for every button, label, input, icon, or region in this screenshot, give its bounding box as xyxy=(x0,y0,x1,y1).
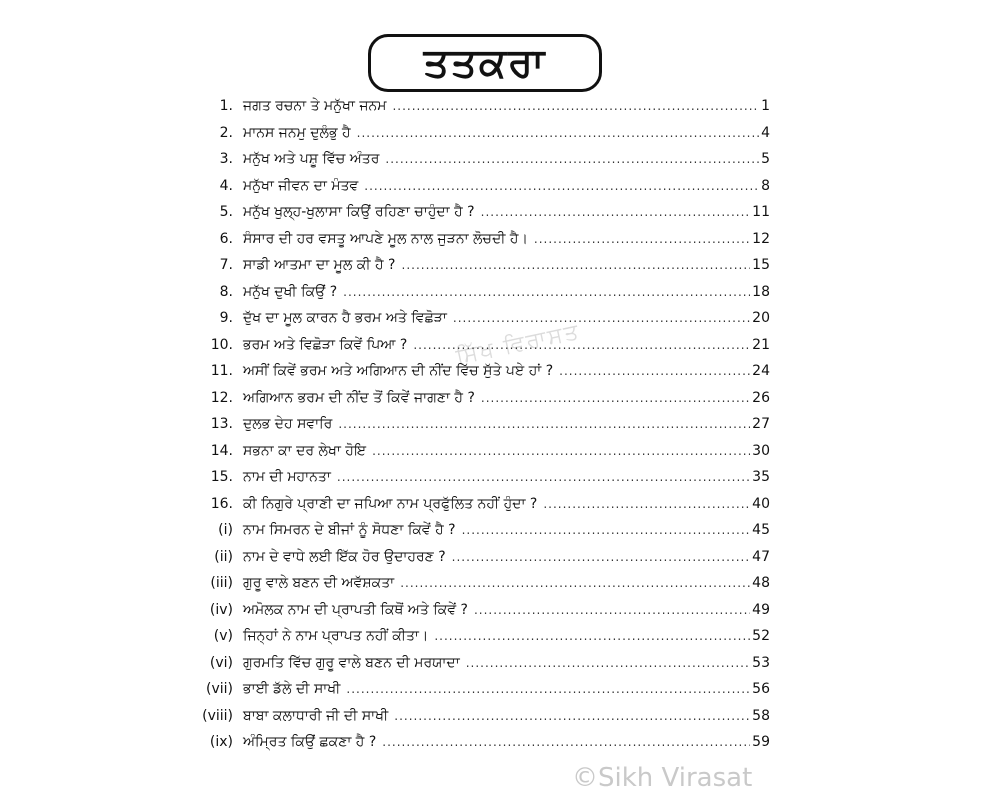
dot-leader xyxy=(434,629,750,643)
toc-entry-page-number: 1 xyxy=(761,98,770,114)
toc-entry-page-number: 45 xyxy=(752,522,770,538)
dot-leader xyxy=(372,444,750,458)
toc-entry-title: ਭਾਈ ਡੱਲੇ ਦੀ ਸਾਖੀ xyxy=(243,681,341,697)
toc-entry xyxy=(190,98,770,125)
toc-entry-page-number: 35 xyxy=(752,469,770,485)
toc-entry-title: ਮਨੁੱਖ ਅਤੇ ਪਸ਼ੂ ਵਿੱਚ ਅੰਤਰ xyxy=(243,151,380,167)
toc-entry-number: (viii) xyxy=(202,707,233,724)
table-of-contents xyxy=(190,98,770,761)
dot-leader xyxy=(337,470,750,484)
toc-entry xyxy=(190,681,770,708)
toc-entry-number: 16. xyxy=(210,495,233,512)
toc-entry-number: 11. xyxy=(210,363,233,379)
toc-entry-title: ਅਗਿਆਨ ਭਰਮ ਦੀ ਨੀਂਦ ਤੋਂ ਕਿਵੇਂ ਜਾਗਣਾ ਹੈ ? xyxy=(243,389,475,406)
toc-entry-number: 12. xyxy=(210,389,233,406)
watermark-faint: ਸਿੱਖ ਵਿਰਾਸਤ xyxy=(453,319,583,370)
toc-entry-page-number: 4 xyxy=(761,124,770,141)
toc-entry-number: 8. xyxy=(219,283,233,300)
toc-entry xyxy=(190,628,770,655)
toc-entry-title: ਸਾਡੀ ਆਤਮਾ ਦਾ ਮੂਲ ਕੀ ਹੈ ? xyxy=(243,257,396,273)
toc-entry-number: (i) xyxy=(218,522,233,538)
toc-entry-title: ਸਭਨਾ ਕਾ ਦਰ ਲੇਖਾ ਹੋਇ xyxy=(243,442,367,459)
toc-entry-title: ਨਾਮ ਦੇ ਵਾਧੇ ਲਈ ਇੱਕ ਹੋਰ ਉਦਾਹਰਣ ? xyxy=(243,548,446,565)
toc-entry xyxy=(190,125,770,152)
toc-entry-page-number: 30 xyxy=(752,442,770,459)
toc-entry-title: ਅਮੋਲਕ ਨਾਮ ਦੀ ਪ੍ਰਾਪਤੀ ਕਿਥੋਂ ਅਤੇ ਕਿਵੇਂ ? xyxy=(243,601,468,618)
page-title: ਤਤਕਰਾ xyxy=(423,40,547,86)
toc-entry-page-number: 47 xyxy=(752,548,770,565)
toc-entry xyxy=(190,734,770,761)
toc-entry-page-number: 59 xyxy=(752,734,770,750)
dot-leader xyxy=(338,417,750,431)
dot-leader xyxy=(364,179,759,193)
toc-entry-title: ਜਗਤ ਰਚਨਾ ਤੇ ਮਨੁੱਖਾ ਜਨਮ xyxy=(243,98,387,114)
toc-entry xyxy=(190,310,770,337)
toc-entry-number: (iii) xyxy=(210,575,233,591)
dot-leader xyxy=(453,311,750,325)
toc-entry-number: (v) xyxy=(213,628,233,644)
toc-entry-page-number: 11 xyxy=(752,204,770,220)
toc-entry-title: ਬਾਬਾ ਕਲਾਧਾਰੀ ਜੀ ਦੀ ਸਾਖੀ xyxy=(243,707,389,724)
toc-entry xyxy=(190,416,770,443)
toc-entry-page-number: 48 xyxy=(752,575,770,591)
dot-leader xyxy=(400,576,750,590)
toc-entry-number: 5. xyxy=(219,204,233,220)
toc-entry-title: ਮਨੁੱਖ ਦੁਖੀ ਕਿਉਂ ? xyxy=(243,283,338,300)
toc-entry xyxy=(190,708,770,735)
dot-leader xyxy=(466,656,750,670)
title-box xyxy=(368,34,602,92)
toc-entry-title: ਮਾਨਸ ਜਨਮੁ ਦੁਲੰਭੁ ਹੈ xyxy=(243,124,351,141)
toc-entry-title: ਜਿਨ੍ਹਾਂ ਨੇ ਨਾਮ ਪ੍ਰਾਪਤ ਨਹੀਂ ਕੀਤਾ। xyxy=(243,628,429,644)
toc-entry-page-number: 56 xyxy=(752,681,770,697)
toc-entry-title: ਮਨੁੱਖ ਖੁਲ੍ਹ-ਖੁਲਾਸਾ ਕਿਉਂ ਰਹਿਣਾ ਚਾਹੁੰਦਾ ਹੈ ? xyxy=(243,204,475,220)
dot-leader xyxy=(481,391,750,405)
toc-entry xyxy=(190,257,770,284)
toc-entry xyxy=(190,522,770,549)
toc-entry xyxy=(190,496,770,523)
toc-entry xyxy=(190,469,770,496)
toc-entry-number: 4. xyxy=(219,177,233,194)
toc-entry-number: 9. xyxy=(219,310,233,326)
toc-entry-number: 7. xyxy=(219,257,233,273)
dot-leader xyxy=(462,523,751,537)
toc-entry-title: ਭਰਮ ਅਤੇ ਵਿਛੋੜਾ ਕਿਵੇਂ ਪਿਆ ? xyxy=(243,336,408,353)
toc-entry-title: ਨਾਮ ਦੀ ਮਹਾਨਤਾ xyxy=(243,469,331,485)
toc-entry-page-number: 8 xyxy=(761,177,770,194)
dot-leader xyxy=(402,258,751,272)
dot-leader xyxy=(559,364,750,378)
toc-entry-title: ਦੁਲਭ ਦੇਹ ਸਵਾਰਿ xyxy=(243,416,333,432)
toc-entry xyxy=(190,549,770,576)
toc-entry xyxy=(190,337,770,364)
dot-leader xyxy=(392,99,759,113)
toc-entry-page-number: 49 xyxy=(752,601,770,618)
toc-entry-page-number: 21 xyxy=(752,336,770,353)
dot-leader xyxy=(394,709,750,723)
toc-entry-page-number: 5 xyxy=(761,151,770,167)
toc-entry xyxy=(190,363,770,390)
toc-entry-page-number: 15 xyxy=(752,257,770,273)
toc-entry-number: 14. xyxy=(210,442,233,459)
toc-entry xyxy=(190,151,770,178)
toc-entry xyxy=(190,390,770,417)
toc-entry-page-number: 20 xyxy=(752,310,770,326)
toc-entry xyxy=(190,655,770,682)
toc-entry-title: ਗੁਰੂ ਵਾਲੇ ਬਣਨ ਦੀ ਅਵੱਸ਼ਕਤਾ xyxy=(243,575,395,591)
dot-leader xyxy=(481,205,751,219)
toc-entry-page-number: 53 xyxy=(752,654,770,671)
toc-entry xyxy=(190,443,770,470)
toc-entry-page-number: 12 xyxy=(752,230,770,247)
dot-leader xyxy=(343,285,750,299)
toc-entry-number: 10. xyxy=(210,336,233,353)
dot-leader xyxy=(543,497,750,511)
toc-entry-number: 13. xyxy=(210,416,233,432)
toc-entry-number: (vi) xyxy=(209,654,233,671)
dot-leader xyxy=(382,735,750,749)
toc-entry xyxy=(190,602,770,629)
toc-entry-page-number: 26 xyxy=(752,389,770,406)
toc-entry-number: 3. xyxy=(219,151,233,167)
watermark: ©Sikh Virasat xyxy=(572,763,753,793)
toc-entry-page-number: 27 xyxy=(752,416,770,432)
toc-entry-number: (ix) xyxy=(209,734,233,750)
toc-entry-title: ਨਾਮ ਸਿਮਰਨ ਦੇ ਬੀਜਾਂ ਨੂੰ ਸੋਧਣਾ ਕਿਵੇਂ ਹੈ ? xyxy=(243,522,456,538)
toc-entry-page-number: 52 xyxy=(752,628,770,644)
dot-leader xyxy=(534,232,750,246)
toc-entry-number: 2. xyxy=(219,124,233,141)
toc-entry-page-number: 24 xyxy=(752,363,770,379)
toc-entry-page-number: 18 xyxy=(752,283,770,300)
toc-entry-title: ਸੰਸਾਰ ਦੀ ਹਰ ਵਸਤੂ ਆਪਣੇ ਮੂਲ ਨਾਲ ਜੁੜਨਾ ਲੋਚਦੀ ਹੈ। xyxy=(243,230,528,247)
toc-entry-number: 15. xyxy=(210,469,233,485)
toc-entry xyxy=(190,284,770,311)
dot-leader xyxy=(346,682,750,696)
toc-entry-title: ਅੰਮ੍ਰਿਤ ਕਿਉਂ ਛਕਣਾ ਹੈ ? xyxy=(243,734,377,750)
dot-leader xyxy=(474,603,750,617)
toc-entry-title: ਮਨੁੱਖਾ ਜੀਵਨ ਦਾ ਮੰਤਵ xyxy=(243,177,359,194)
dot-leader xyxy=(452,550,751,564)
toc-entry-page-number: 58 xyxy=(752,707,770,724)
toc-entry xyxy=(190,178,770,205)
toc-entry-number: (ii) xyxy=(214,548,233,565)
dot-leader xyxy=(385,152,759,166)
toc-entry-number: (vii) xyxy=(206,681,233,697)
toc-entry-page-number: 40 xyxy=(752,495,770,512)
toc-entry-title: ਅਸੀਂ ਕਿਵੇਂ ਭਰਮ ਅਤੇ ਅਗਿਆਨ ਦੀ ਨੀਂਦ ਵਿੱਚ ਸੁੱਤੇ ਪਏ ਹਾਂ ? xyxy=(243,363,554,379)
toc-entry-number: 6. xyxy=(219,230,233,247)
dot-leader xyxy=(357,126,759,140)
toc-entry-number: (iv) xyxy=(209,601,233,618)
dot-leader xyxy=(413,338,750,352)
toc-entry-title: ਗੁਰਮਤਿ ਵਿੱਚ ਗੁਰੂ ਵਾਲੇ ਬਣਨ ਦੀ ਮਰਯਾਦਾ xyxy=(243,654,460,671)
toc-entry xyxy=(190,231,770,258)
toc-entry-number: 1. xyxy=(219,98,233,114)
toc-entry xyxy=(190,204,770,231)
toc-entry xyxy=(190,575,770,602)
toc-entry-title: ਕੀ ਨਿਗੁਰੇ ਪ੍ਰਾਣੀ ਦਾ ਜਪਿਆ ਨਾਮ ਪ੍ਰਫੁੱਲਿਤ ਨਹੀਂ ਹੁੰਦਾ ? xyxy=(243,495,538,512)
toc-entry-title: ਦੁੱਖ ਦਾ ਮੂਲ ਕਾਰਨ ਹੈ ਭਰਮ ਅਤੇ ਵਿਛੋੜਾ xyxy=(243,310,447,326)
